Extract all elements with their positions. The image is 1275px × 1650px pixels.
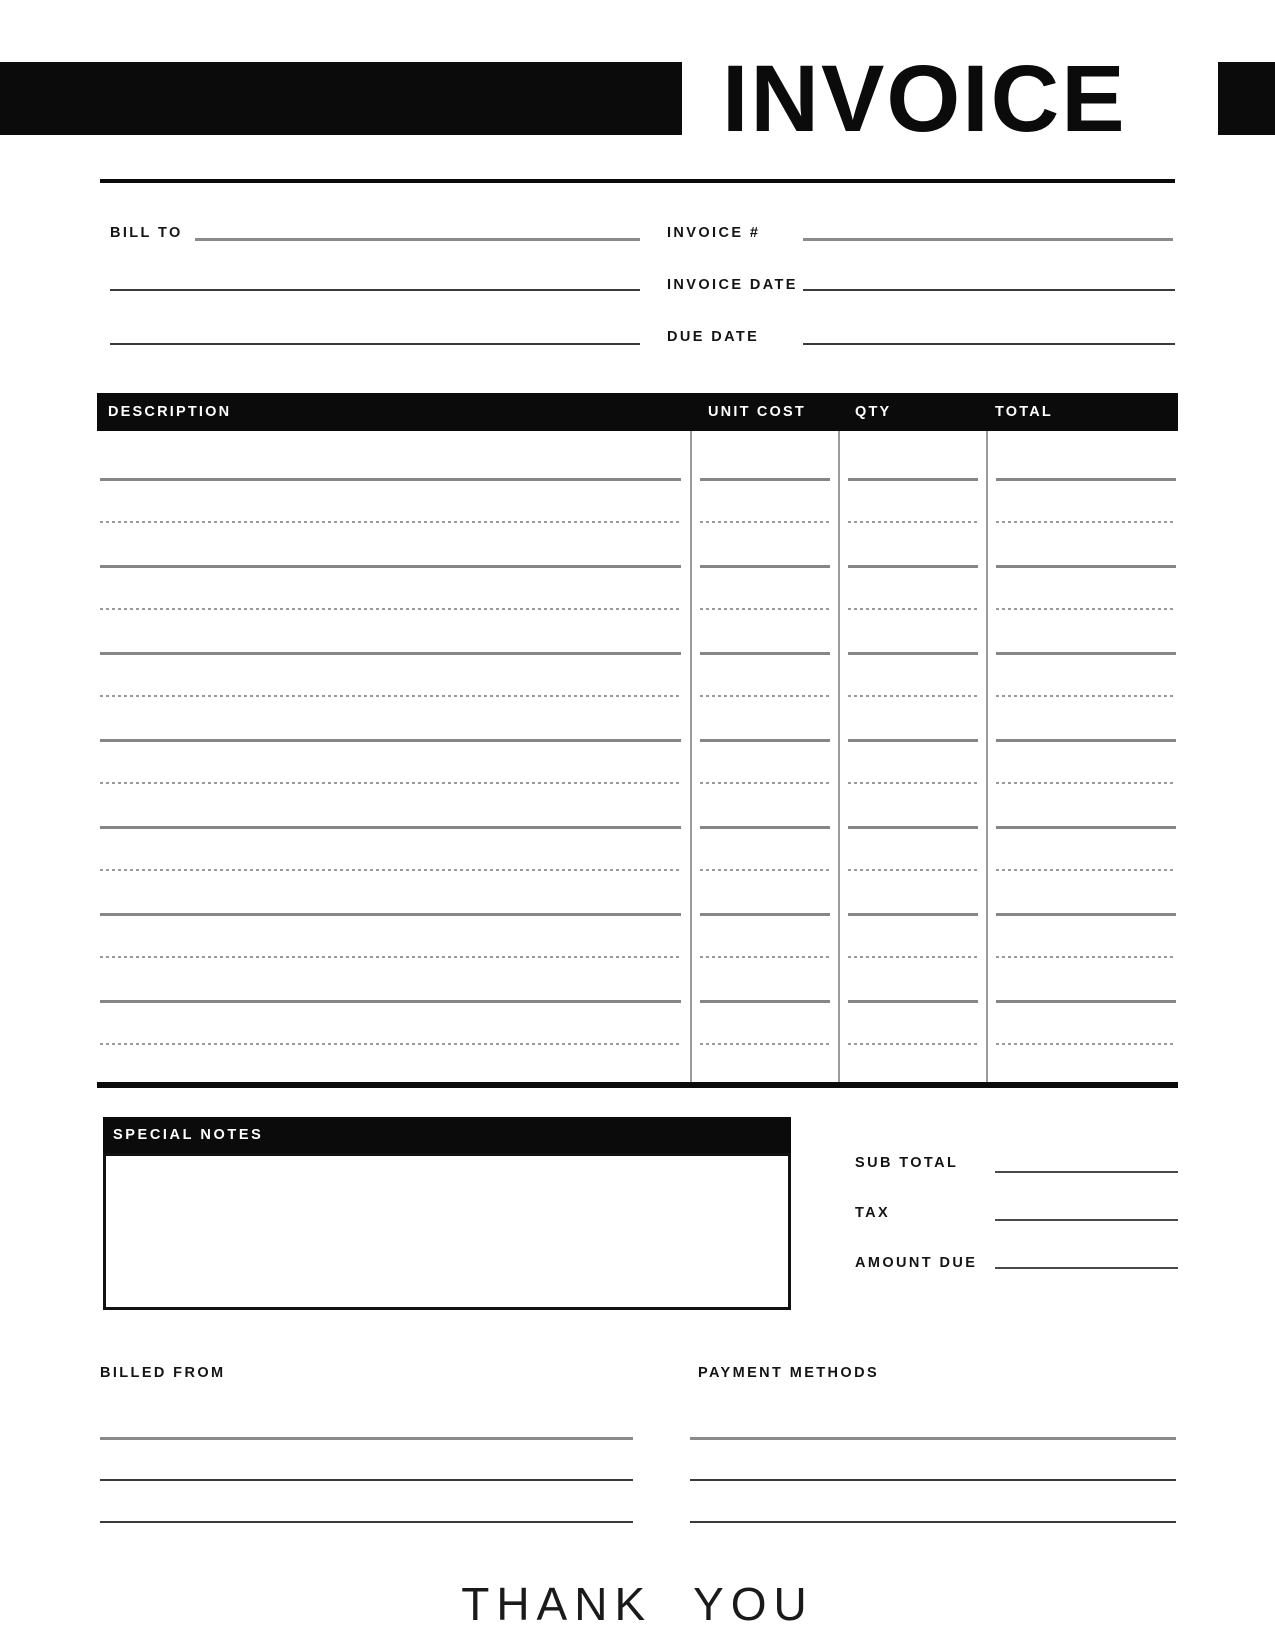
bill-to-line-3 — [110, 343, 640, 345]
invoice-date-label: INVOICE DATE — [667, 277, 798, 293]
header-rule — [100, 179, 1175, 183]
table-row-line-dashed — [848, 869, 978, 871]
table-row-line-dashed — [100, 956, 681, 958]
table-row-line-solid — [996, 652, 1176, 655]
table-row-line-solid — [848, 826, 978, 829]
table-row-line-solid — [996, 739, 1176, 742]
table-bottom-rule — [97, 1082, 1178, 1088]
special-notes-box — [103, 1153, 791, 1310]
table-row-line-solid — [100, 826, 681, 829]
billed-from-line-1 — [100, 1437, 633, 1440]
payment-methods-line-2 — [690, 1479, 1176, 1481]
special-notes-header — [103, 1117, 791, 1153]
table-row-line-dashed — [848, 1043, 978, 1045]
table-row-line-dashed — [100, 695, 681, 697]
amount-due-label: AMOUNT DUE — [855, 1255, 978, 1271]
table-row-line-dashed — [100, 521, 681, 523]
table-row-line-solid — [848, 739, 978, 742]
table-row-line-solid — [100, 739, 681, 742]
sub-total-line — [995, 1171, 1178, 1173]
table-row-line-dashed — [100, 869, 681, 871]
tax-line — [995, 1219, 1178, 1221]
table-row-line-dashed — [996, 869, 1176, 871]
table-row-line-dashed — [848, 956, 978, 958]
top-banner-bar — [0, 62, 682, 135]
billed-from-line-3 — [100, 1521, 633, 1523]
amount-due-line — [995, 1267, 1178, 1269]
table-row-line-dashed — [996, 695, 1176, 697]
table-row-line-solid — [100, 1000, 681, 1003]
column-separator-unit-cost — [690, 431, 692, 1082]
table-row-line-dashed — [996, 1043, 1176, 1045]
payment-methods-line-1 — [690, 1437, 1176, 1440]
table-row-line-solid — [996, 1000, 1176, 1003]
table-row-line-solid — [700, 565, 830, 568]
invoice-title: INVOICE — [722, 46, 1127, 152]
payment-methods-line-3 — [690, 1521, 1176, 1523]
table-row-line-dashed — [848, 521, 978, 523]
table-row-line-solid — [996, 913, 1176, 916]
table-row-line-dashed — [700, 869, 830, 871]
column-header-total: TOTAL — [995, 403, 1053, 420]
corner-accent-square — [1218, 62, 1275, 135]
table-row-line-dashed — [996, 608, 1176, 610]
table-row-line-dashed — [848, 782, 978, 784]
table-row-line-solid — [848, 478, 978, 481]
table-row-line-dashed — [700, 782, 830, 784]
table-row-line-solid — [996, 565, 1176, 568]
items-table-header — [97, 393, 1178, 431]
table-row-line-solid — [100, 913, 681, 916]
table-row-line-solid — [700, 478, 830, 481]
table-row-line-dashed — [848, 695, 978, 697]
table-row-line-solid — [848, 913, 978, 916]
column-separator-qty — [838, 431, 840, 1082]
thank-you-text: THANK YOU — [461, 1578, 814, 1630]
table-row-line-dashed — [700, 521, 830, 523]
table-row-line-dashed — [700, 956, 830, 958]
bill-to-label: BILL TO — [110, 225, 183, 241]
special-notes-label: SPECIAL NOTES — [113, 1126, 264, 1143]
due-date-label: DUE DATE — [667, 329, 760, 345]
invoice-number-line — [803, 238, 1173, 241]
billed-from-line-2 — [100, 1479, 633, 1481]
bill-to-line-2 — [110, 289, 640, 291]
table-row-line-dashed — [700, 1043, 830, 1045]
table-row-line-solid — [848, 565, 978, 568]
table-row-line-dashed — [100, 608, 681, 610]
sub-total-label: SUB TOTAL — [855, 1155, 959, 1171]
table-row-line-dashed — [700, 608, 830, 610]
table-row-line-solid — [100, 478, 681, 481]
tax-label: TAX — [855, 1205, 891, 1221]
table-row-line-dashed — [996, 521, 1176, 523]
column-header-description: DESCRIPTION — [108, 403, 232, 420]
table-row-line-solid — [100, 565, 681, 568]
table-row-line-solid — [996, 478, 1176, 481]
table-row-line-solid — [996, 826, 1176, 829]
table-row-line-solid — [700, 913, 830, 916]
table-row-line-solid — [848, 652, 978, 655]
column-separator-total — [986, 431, 988, 1082]
billed-from-label: BILLED FROM — [100, 1365, 226, 1381]
table-row-line-solid — [700, 652, 830, 655]
table-row-line-dashed — [100, 1043, 681, 1045]
payment-methods-label: PAYMENT METHODS — [698, 1365, 880, 1381]
column-header-unit-cost: UNIT COST — [708, 403, 806, 420]
invoice-number-label: INVOICE # — [667, 225, 761, 241]
table-row-line-dashed — [848, 608, 978, 610]
table-row-line-solid — [848, 1000, 978, 1003]
due-date-line — [803, 343, 1175, 345]
table-row-line-solid — [700, 1000, 830, 1003]
table-row-line-dashed — [100, 782, 681, 784]
bill-to-line-1 — [195, 238, 640, 241]
table-row-line-solid — [700, 739, 830, 742]
table-row-line-dashed — [700, 695, 830, 697]
table-row-line-solid — [100, 652, 681, 655]
table-row-line-solid — [700, 826, 830, 829]
table-row-line-dashed — [996, 956, 1176, 958]
table-row-line-dashed — [996, 782, 1176, 784]
column-header-qty: QTY — [855, 403, 892, 420]
invoice-date-line — [803, 289, 1175, 291]
